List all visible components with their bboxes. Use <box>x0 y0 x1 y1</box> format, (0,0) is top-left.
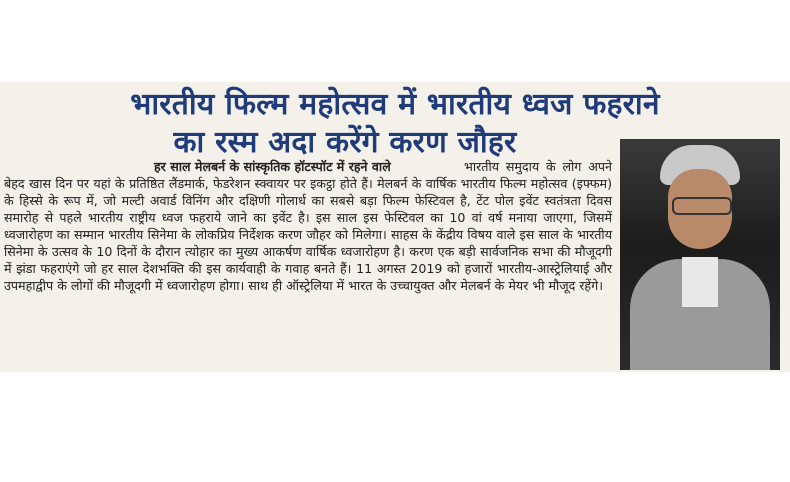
headline-line-2: का रस्म अदा करेंगे करण जौहर <box>173 125 517 160</box>
article-body <box>4 158 612 294</box>
article-text: भारतीय समुदाय के लोग अपने बेहद खास दिन पर यहां के प्रतिष्ठित लैंडमार्क, फेडरेशन स्क्वायर पर इकट्ठा होते हैं। मेलबर्न के वार्षिक भारतीय फिल्म महोत्सव (इफ्फम) के हिस्से के रूप में, जो मल्टी अवार्ड विनिंग और दक्षिणी गोलार्ध का सबसे बड़ा फिल्म फेस्टिवल है, टेंट पोल इवेंट स्वतंत्रता दिवस समारोह से पहले भारतीय राष्ट्रीय ध्वज फहराये जाने का इवेंट है। इस साल इस फेस्टिवल का 10 वां वर्ष मनाया जाएगा, जिसमें ध्वजारोहण का सम्मान भारतीय सिनेमा के लोकप्रिय निर्देशक करण जौहर को मिलेगा। साहस के केंद्रीय विषय वाले इस साल के भारतीय सिनेमा के उत्सव के 10 दिनों के दौरान त्योहार का मुख्य आकर्षण वार्षिक ध्वजारोहण है। करण एक बड़ी सार्वजनिक सभा की मौजूदगी में झंडा फहराएंगे जो हर साल देशभक्ति की इस कार्यवाही के गवाह बनते हैं। 11 अगस्त 2019 को हजारों भारतीय-आस्ट्रेलियाई और उपमहाद्वीप के लोगों की मौजूदगी में ध्वजारोहण होगा। साथ ही ऑस्ट्रेलिया में भारत के उच्चायुक्त और मेलबर्न के मेयर भी मौजूद रहेंगे। <box>4 159 612 293</box>
headline-line-1: भारतीय फिल्म महोत्सव में भारतीय ध्वज फहराने <box>130 87 660 122</box>
karan-johar-photo <box>620 139 780 370</box>
article-lead: हर साल मेलबर्न के सांस्कृतिक हॉटस्पॉट में रहने वाले <box>154 159 391 174</box>
